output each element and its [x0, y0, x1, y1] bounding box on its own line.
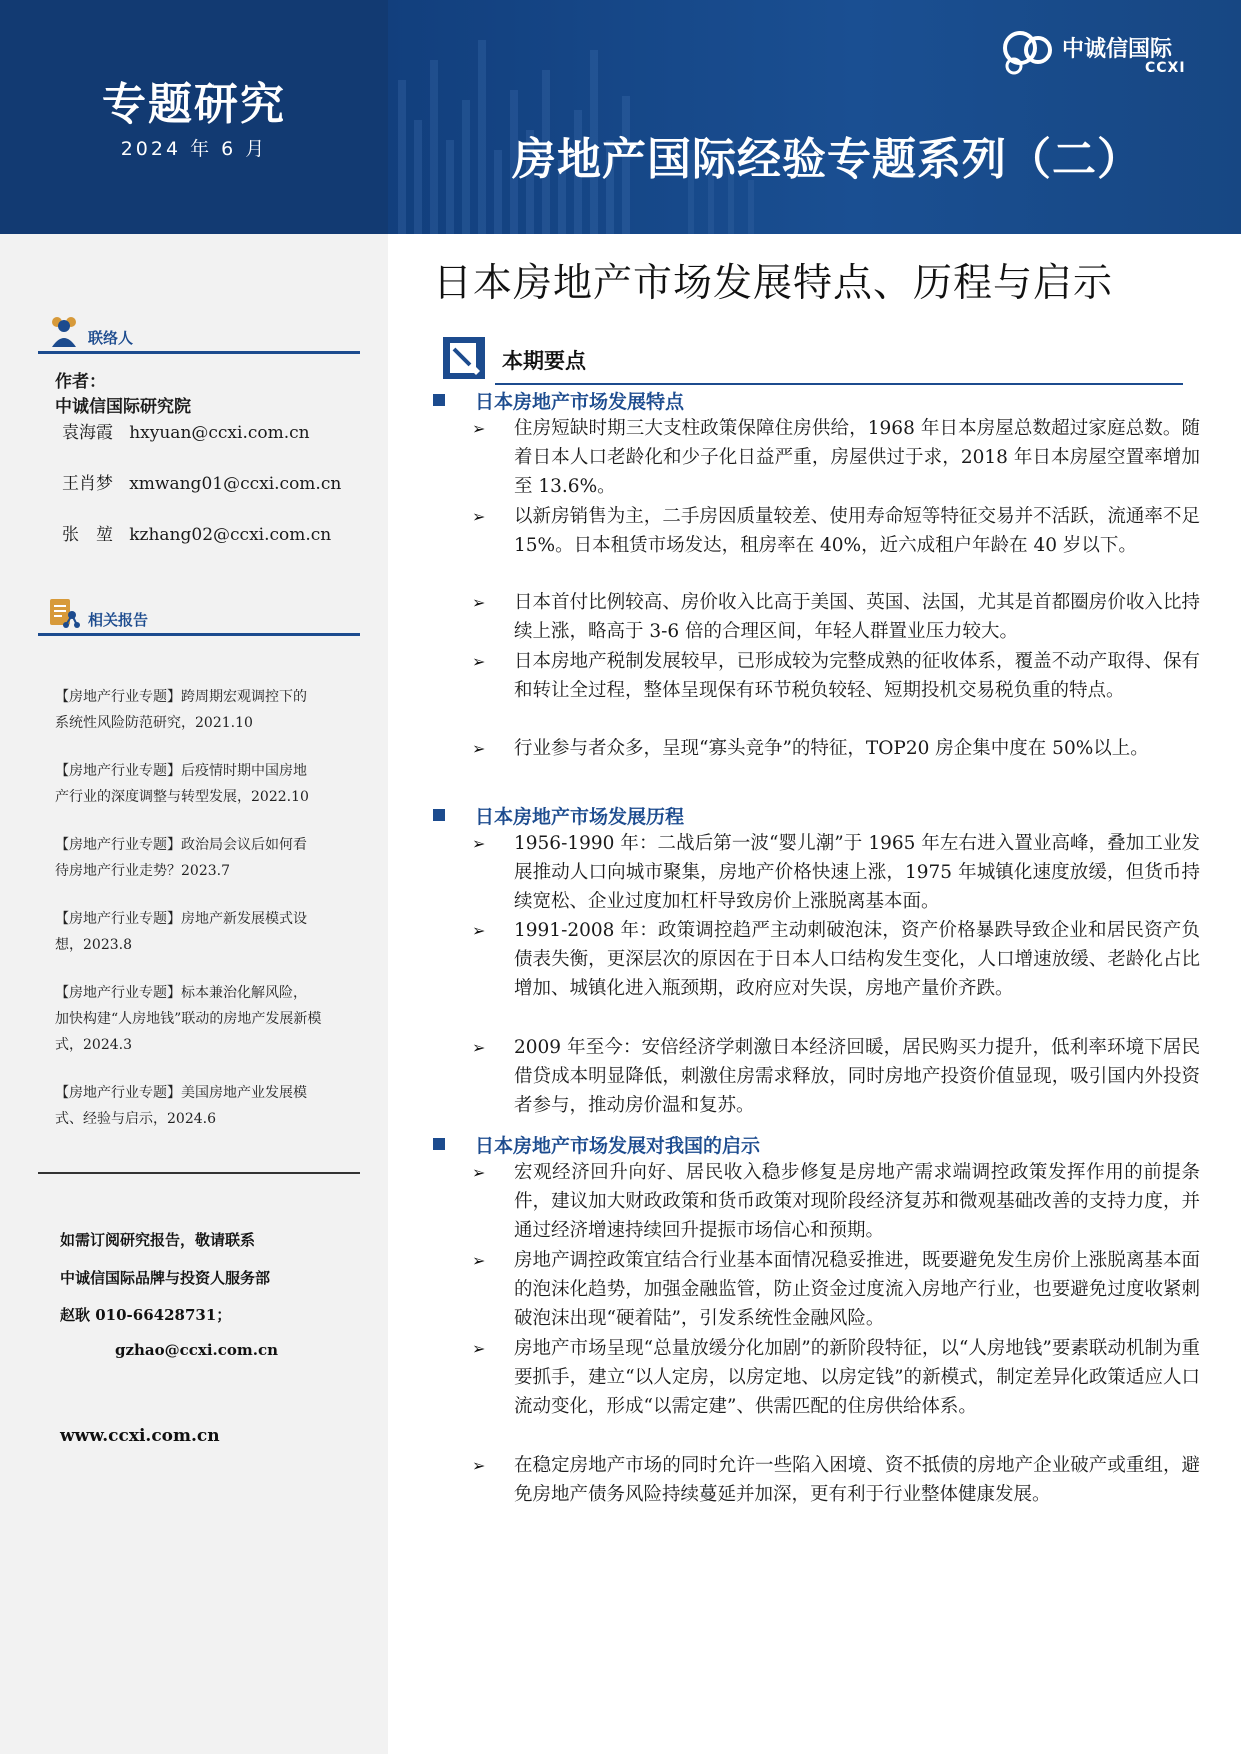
- bullet-text: 日本首付比例较高、房价收入比高于美国、英国、法国，尤其是首都圈房价收入比持续上涨，略高于 3-6 倍的合理区间，年轻人群置业压力较大。: [514, 592, 1200, 642]
- author-name: 张 堃: [62, 525, 113, 545]
- report-line: 【房地产行业专题】房地产新发展模式设: [55, 911, 307, 927]
- author-name: 王肖梦: [62, 474, 113, 494]
- section-heading: [433, 802, 684, 829]
- report-line: 系统性风险防范研究，2021.10: [55, 715, 253, 731]
- related-reports-icon: [46, 595, 82, 631]
- bullet-text: 以新房销售为主，二手房因质量较差、使用寿命短等特征交易并不活跃，流通率不足 15%。日本租赁市场发达，租房率在 40%，近六成租户年龄在 40 岁以下。: [514, 506, 1200, 556]
- key-points-underline: [495, 383, 1183, 385]
- ccxi-logo-icon: [1000, 26, 1058, 78]
- bullet-item: [472, 1246, 1200, 1333]
- arrow-bullet-icon: ➢: [472, 419, 486, 438]
- section-heading-text: 日本房地产市场发展对我国的启示: [475, 1135, 761, 1157]
- square-bullet-icon: [433, 394, 445, 406]
- key-points-title: 本期要点: [502, 349, 586, 373]
- series-title: 房地产国际经验专题系列（二）: [512, 134, 1142, 185]
- arrow-bullet-icon: ➢: [472, 652, 486, 671]
- contact-email[interactable]: gzhao@ccxi.com.cn: [115, 1341, 279, 1359]
- square-bullet-icon: [433, 1138, 445, 1150]
- report-line: 【房地产行业专题】跨周期宏观调控下的: [55, 689, 307, 705]
- arrow-bullet-icon: ➢: [472, 1251, 486, 1270]
- report-title: 日本房地产市场发展特点、历程与启示: [433, 261, 1114, 306]
- ccxi-logo: [1000, 26, 1210, 82]
- report-line: 想，2023.8: [55, 937, 132, 953]
- related-report-link[interactable]: [55, 758, 355, 810]
- bullet-item: [472, 588, 1200, 646]
- arrow-bullet-icon: ➢: [472, 1456, 486, 1475]
- arrow-bullet-icon: ➢: [472, 1038, 486, 1057]
- author-entry: [62, 520, 331, 545]
- author-entry: [62, 418, 310, 443]
- report-date: 2024 年 6 月: [120, 138, 268, 160]
- related-reports-section-header: [38, 593, 360, 636]
- report-line: 【房地产行业专题】美国房地产业发展模: [55, 1085, 307, 1101]
- square-bullet-icon: [433, 809, 445, 821]
- bullet-text: 2009 年至今：安倍经济学刺激日本经济回暖，居民购买力提升，低利率环境下居民借贷成本明显降低，刺激住房需求释放，同时房地产投资价值显现，吸引国内外投资者参与，推动房价温和复苏。: [514, 1037, 1200, 1116]
- author-email[interactable]: hxyuan@ccxi.com.cn: [129, 423, 310, 443]
- website-link[interactable]: www.ccxi.com.cn: [60, 1426, 220, 1446]
- contact-section-header: [38, 311, 360, 354]
- section-heading-text: 日本房地产市场发展特点: [475, 391, 685, 413]
- related-reports-title: 相关报告: [88, 611, 149, 629]
- arrow-bullet-icon: ➢: [472, 739, 486, 758]
- bullet-text: 1956-1990 年：二战后第一波“婴儿潮”于 1965 年左右进入置业高峰，叠加工业发展推动人口向城市聚集，房地产价格快速上涨，1975 年城镇化速度放缓，但货币持续宽松、企业过度加杠杆导致房价上涨脱离基本面。: [514, 833, 1200, 912]
- author-email[interactable]: xmwang01@ccxi.com.cn: [129, 474, 342, 494]
- arrow-bullet-icon: ➢: [472, 921, 486, 940]
- bullet-item: [472, 734, 1200, 763]
- arrow-bullet-icon: ➢: [472, 507, 486, 526]
- author-name: 袁海霞: [62, 423, 113, 443]
- logo-text: 中诚信国际: [1062, 37, 1173, 62]
- report-line: 产行业的深度调整与转型发展，2022.10: [55, 789, 309, 805]
- bullet-item: [472, 1451, 1200, 1509]
- section-heading-text: 日本房地产市场发展历程: [475, 806, 685, 828]
- related-report-link[interactable]: [55, 980, 355, 1058]
- report-line: 待房地产行业走势？2023.7: [55, 863, 230, 879]
- report-line: 【房地产行业专题】标本兼治化解风险，: [55, 985, 307, 1001]
- bullet-item: [472, 829, 1200, 916]
- related-report-link[interactable]: [55, 906, 355, 958]
- report-line: 式，2024.3: [55, 1037, 132, 1053]
- bullet-item: [472, 1033, 1200, 1120]
- bullet-item: [472, 1158, 1200, 1245]
- bullet-text: 1991-2008 年：政策调控趋严主动刺破泡沫，资产价格暴跌导致企业和居民资产负债表失衡，更深层次的原因在于日本人口结构发生变化，人口增速放缓、老龄化占比增加、城镇化进入瓶颈期，政府应对失误，房地产量价齐跌。: [514, 920, 1200, 999]
- report-line: 式、经验与启示，2024.6: [55, 1111, 216, 1127]
- arrow-bullet-icon: ➢: [472, 1339, 486, 1358]
- arrow-bullet-icon: ➢: [472, 834, 486, 853]
- key-points-icon: [442, 336, 486, 380]
- bullet-text: 房地产市场呈现“总量放缓分化加剧”的新阶段特征，以“人房地钱”要素联动机制为重要抓手，建立“以人定房，以房定地、以房定钱”的新模式，制定差异化政策适应人口流动变化，形成“以需定建”、供需匹配的住房供给体系。: [514, 1338, 1200, 1417]
- author-label: 作者：: [55, 372, 106, 392]
- related-report-link[interactable]: [55, 684, 355, 736]
- report-category: 专题研究: [102, 79, 286, 130]
- bullet-item: [472, 647, 1200, 705]
- contact-phone: 赵耿 010-66428731；: [60, 1306, 232, 1324]
- contact-person-icon: [46, 313, 82, 349]
- related-report-link[interactable]: [55, 1080, 355, 1132]
- logo-subtext: CCXI: [1145, 60, 1186, 76]
- section-heading: [433, 387, 684, 414]
- bullet-text: 住房短缺时期三大支柱政策保障住房供给，1968 年日本房屋总数超过家庭总数。随着日本人口老龄化和少子化日益严重，房屋供过于求，2018 年日本房屋空置率增加至 13.6%。: [514, 418, 1200, 497]
- bullet-item: [472, 414, 1200, 501]
- report-line: 【房地产行业专题】后疫情时期中国房地: [55, 763, 307, 779]
- related-report-link[interactable]: [55, 832, 355, 884]
- author-entry: [62, 469, 341, 494]
- bullet-text: 宏观经济回升向好、居民收入稳步修复是房地产需求端调控政策发挥作用的前提条件，建议加大财政政策和货币政策对现阶段经济复苏和微观基础改善的支持力度，并通过经济增速持续回升提振市场信心和预期。: [514, 1162, 1200, 1241]
- arrow-bullet-icon: ➢: [472, 593, 486, 612]
- subscribe-note: 如需订阅研究报告，敬请联系: [60, 1231, 256, 1249]
- bullet-item: [472, 1334, 1200, 1421]
- bullet-text: 日本房地产税制发展较早，已形成较为完整成熟的征收体系，覆盖不动产取得、保有和转让全过程，整体呈现保有环节税负较轻、短期投机交易税负重的特点。: [514, 651, 1200, 701]
- arrow-bullet-icon: ➢: [472, 1163, 486, 1182]
- author-email[interactable]: kzhang02@ccxi.com.cn: [129, 525, 332, 545]
- bullet-text: 房地产调控政策宜结合行业基本面情况稳妥推进，既要避免发生房价上涨脱离基本面的泡沫化趋势，加强金融监管，防止资金过度流入房地产行业，也要避免过度收紧刺破泡沫出现“硬着陆”，引发系统性金融风险。: [514, 1250, 1200, 1329]
- section-heading: [433, 1131, 760, 1158]
- contact-section-title: 联络人: [88, 329, 134, 347]
- author-organization: 中诚信国际研究院: [55, 397, 191, 417]
- report-line: 加快构建“人房地钱”联动的房地产发展新模: [55, 1011, 322, 1027]
- bullet-item: [472, 502, 1200, 560]
- bullet-text: 在稳定房地产市场的同时允许一些陷入困境、资不抵债的房地产企业破产或重组，避免房地产债务风险持续蔓延并加深，更有利于行业整体健康发展。: [514, 1455, 1200, 1505]
- bullet-text: 行业参与者众多，呈现“寡头竞争”的特征，TOP20 房企集中度在 50%以上。: [514, 738, 1149, 759]
- sidebar-divider: [38, 1172, 360, 1174]
- report-line: 【房地产行业专题】政治局会议后如何看: [55, 837, 307, 853]
- bullet-item: [472, 916, 1200, 1003]
- contact-department: 中诚信国际品牌与投资人服务部: [60, 1269, 271, 1287]
